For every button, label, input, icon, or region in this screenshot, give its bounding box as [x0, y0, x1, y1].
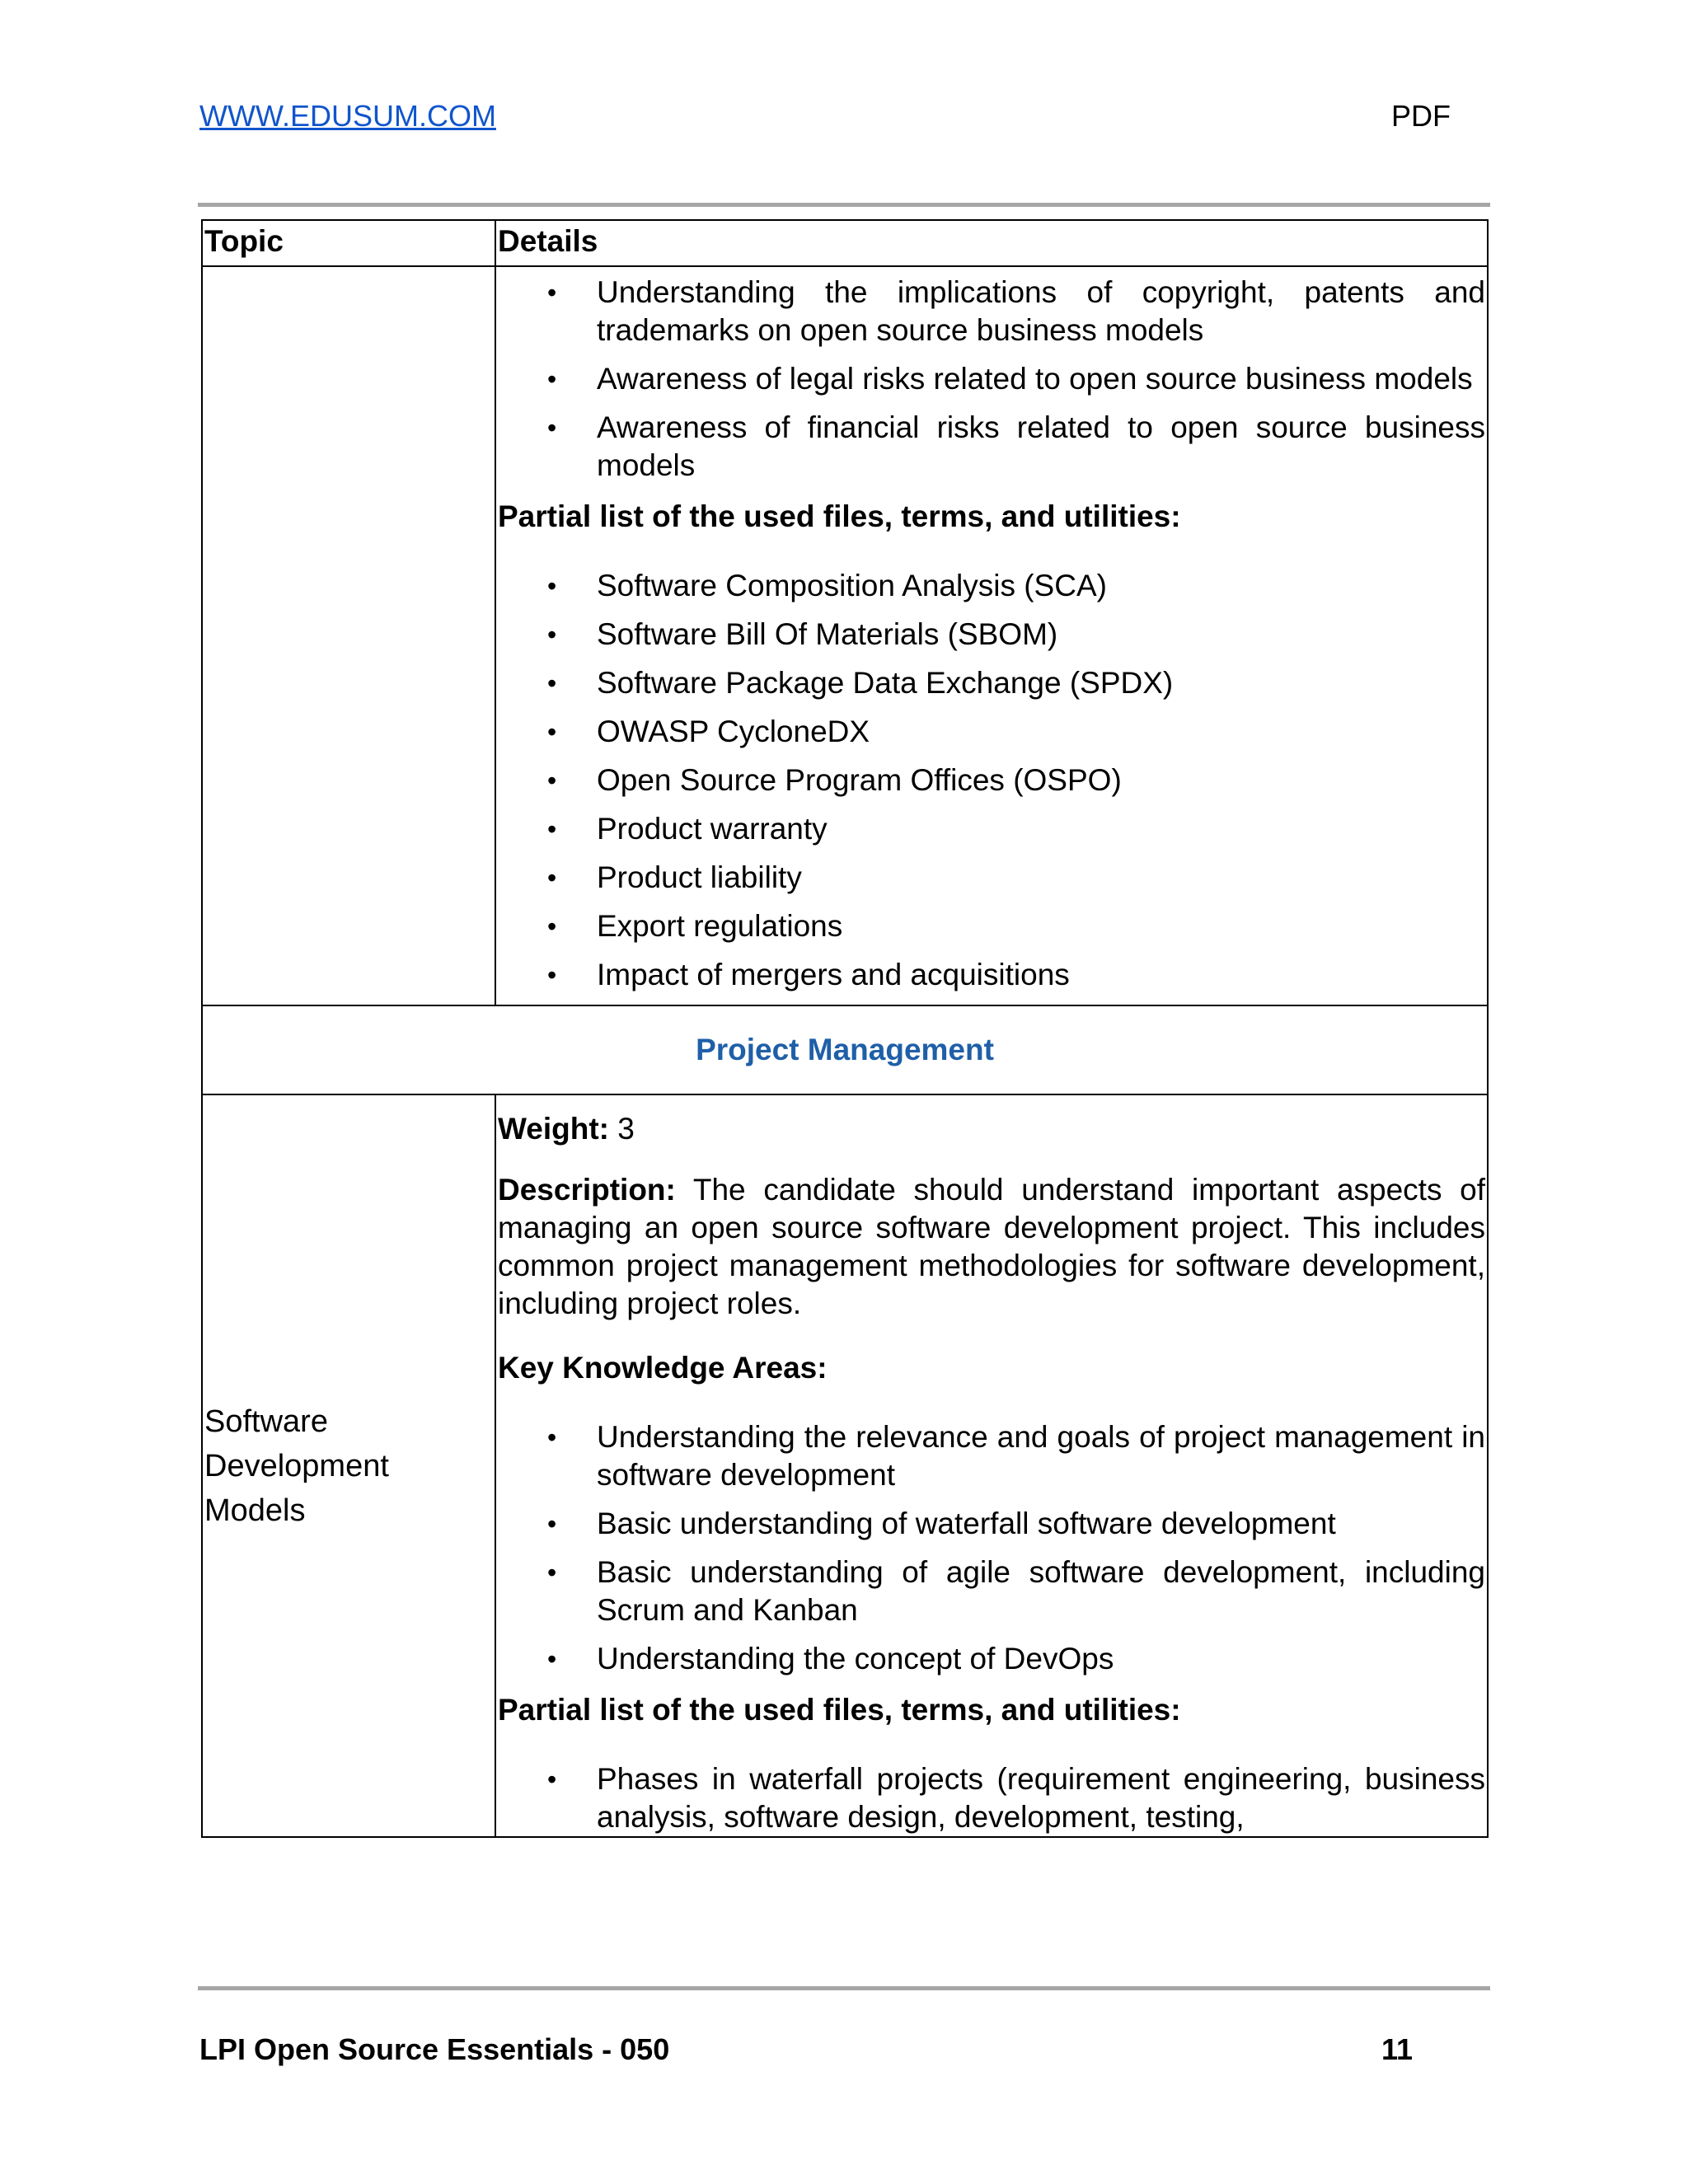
- terms-list: [498, 1760, 1485, 1836]
- list-item: • Understanding the concept of DevOps: [498, 1640, 1485, 1678]
- partial-list-heading: Partial list of the used files, terms, and utilities:: [498, 499, 1181, 533]
- list-item: • Understanding the implications of copyright, patents and trademarks on open source business models: [498, 274, 1485, 349]
- weight-value: 3: [608, 1112, 635, 1146]
- table-row: [202, 1094, 1488, 1837]
- list-item: • Awareness of financial risks related to open source business models: [498, 409, 1485, 485]
- list-item: • Impact of mergers and acquisitions: [498, 956, 1485, 994]
- list-item: • Basic understanding of agile software development, including Scrum and Kanban: [498, 1554, 1485, 1629]
- topic-line: Models: [204, 1493, 306, 1528]
- topic-line: Development: [204, 1448, 389, 1483]
- weight-line: [498, 1110, 1485, 1148]
- site-link[interactable]: WWW.EDUSUM.COM: [199, 99, 496, 133]
- description: [498, 1171, 1485, 1323]
- details-cell: [495, 1094, 1488, 1837]
- weight-label: Weight:: [498, 1112, 609, 1146]
- topic-cell-empty: [202, 266, 495, 1005]
- page-number: 11: [1381, 2032, 1414, 2066]
- topic-column-header: Topic: [202, 220, 495, 266]
- table-row: [202, 266, 1488, 1005]
- section-row: [202, 1005, 1488, 1094]
- section-title: Project Management: [202, 1005, 1488, 1094]
- list-item: • Product warranty: [498, 810, 1485, 848]
- footer-title: LPI Open Source Essentials - 050: [199, 2032, 670, 2066]
- terms-list: [498, 567, 1485, 994]
- list-item: • Awareness of legal risks related to open source business models: [498, 360, 1485, 398]
- details-column-header: Details: [495, 220, 1488, 266]
- partial-list-heading: Partial list of the used files, terms, and utilities:: [498, 1693, 1181, 1727]
- list-item: • Software Package Data Exchange (SPDX): [498, 664, 1485, 702]
- knowledge-list: [498, 267, 1485, 485]
- header-divider: [198, 203, 1490, 207]
- table-header-row: [202, 220, 1488, 266]
- list-item: • Understanding the relevance and goals of project management in software development: [498, 1418, 1485, 1494]
- exam-topics-table: [201, 219, 1489, 1838]
- footer-divider: [198, 1986, 1490, 1990]
- format-label: PDF: [1391, 99, 1451, 133]
- list-item: • Open Source Program Offices (OSPO): [498, 762, 1485, 799]
- topic-line: Software: [204, 1404, 328, 1439]
- list-item: • Export regulations: [498, 907, 1485, 945]
- description-label: Description:: [498, 1173, 676, 1207]
- key-knowledge-heading: Key Knowledge Areas:: [498, 1351, 828, 1385]
- list-item: • Phases in waterfall projects (requirement engineering, business analysis, software design, development, testing,: [498, 1760, 1485, 1836]
- details-cell: [495, 266, 1488, 1005]
- list-item: • Basic understanding of waterfall software development: [498, 1505, 1485, 1543]
- list-item: • OWASP CycloneDX: [498, 713, 1485, 751]
- key-knowledge-list: [498, 1418, 1485, 1678]
- topic-cell: [202, 1094, 495, 1837]
- list-item: • Software Bill Of Materials (SBOM): [498, 616, 1485, 654]
- description-text: The candidate should understand important aspects of managing an open source software development project. This includes common project management methodologies for software development, including project roles.: [498, 1173, 1485, 1320]
- list-item: • Software Composition Analysis (SCA): [498, 567, 1485, 605]
- list-item: • Product liability: [498, 859, 1485, 897]
